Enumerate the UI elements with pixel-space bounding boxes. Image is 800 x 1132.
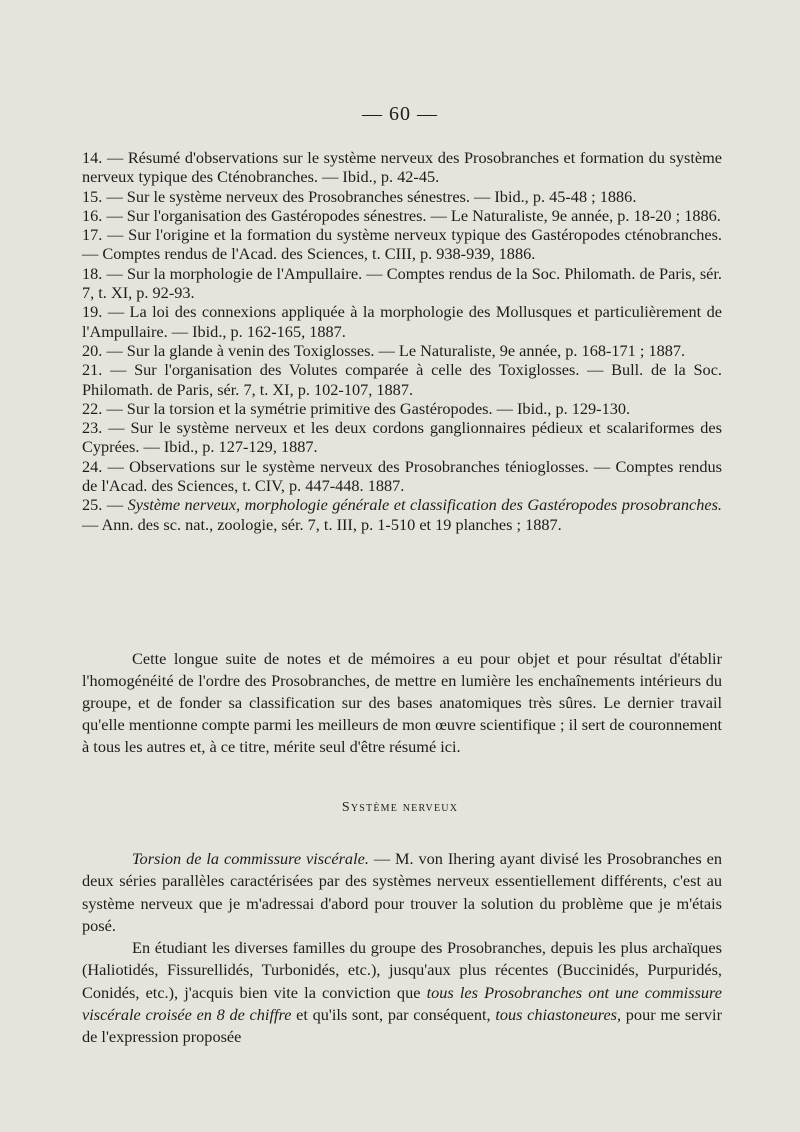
reference-item: 15. — Sur le système nerveux des Prosobranches sénestres. — Ibid., p. 45-48 ; 1886. [82, 186, 637, 206]
reference-item: 24. — Observations sur le système nerveux des Prosobranches ténioglosses. — Comptes rendus de l'Acad. des Sciences, t. CIV, p. 447-448. 1887. [82, 456, 722, 496]
reference-item: 16. — Sur l'organisation des Gastéropodes sénestres. — Le Naturaliste, 9e année, p. 18-20 ; 1886. [82, 205, 721, 225]
reference-item: 23. — Sur le système nerveux et les deux cordons ganglionnaires pédieux et scalariformes des Cyprées. — Ibid., p. 127-129, 1887. [82, 418, 722, 457]
paragraph-title: Torsion de la commissure viscérale. [132, 849, 369, 868]
paragraph: En étudiant les diverses familles du groupe des Prosobranches, depuis les plus archaïques (Haliotidés, Fissurellidés, Turbonidés, etc.), jusqu'aux plus récentes (Buccinidés, Purpuridés, Conidés, etc.), j'acquis bien vite la conviction que tous les Prosobranches ont une commissure viscérale croisée en 8 de chiffre et qu'ils sont, par conséquent, tous chiastoneures, pour me servir de l'expression proposée [82, 938, 722, 1047]
reference-item: 18. — Sur la morphologie de l'Ampullaire. — Comptes rendus de la Soc. Philomath. de Paris, sér. 7, t. XI, p. 92-93. [82, 263, 722, 303]
reference-item: 20. — Sur la glande à venin des Toxiglosses. — Le Naturaliste, 9e année, p. 168-171 ; 1887. [82, 340, 686, 360]
reference-item: 17. — Sur l'origine et la formation du système nerveux typique des Gastéropodes cténobranches. — Comptes rendus de l'Acad. des Sciences, t. CIII, p. 938-939, 1886. [82, 225, 722, 264]
reference-item: 21. — Sur l'organisation des Volutes comparée à celle des Toxiglosses. — Bull. de la Soc. Philomath. de Paris, sér. 7, t. XI, p. 102-107, 1887. [82, 360, 722, 399]
page-number: — 60 — [362, 103, 438, 125]
reference-title: Système nerveux, morphologie générale et classification des Gastéropodes prosobranches. [127, 495, 722, 515]
reference-item: 19. — La loi des connexions appliquée à la morphologie des Mollusques et particulièrement de l'Ampullaire. — Ibid., p. 162-165, 1887. [82, 302, 722, 341]
summary-paragraph: Cette longue suite de notes et de mémoires a eu pour objet et pour résultat d'établir l'homogénéité de l'ordre des Prosobranches, de mettre en lumière les enchaînements intérieurs du groupe, et de fonder sa classification sur des bases anatomiques très sûres. Le dernier travail qu'elle mentionne compte parmi les meilleurs de mon œuvre scientifique ; il sert de couronnement à tous les autres et, à ce titre, mérite seul d'être résumé ici. [82, 649, 722, 756]
paragraph: Torsion de la commissure viscérale. — M. von Ihering ayant divisé les Prosobranches en deux séries parallèles caractérisées par des systèmes nerveux essentiellement différents, c'est au système nerveux que je m'adressai d'abord pour trouver la solution du problème que je m'étais posé. [82, 849, 722, 935]
section-heading: Système nerveux [341, 800, 459, 815]
summary-section [82, 648, 722, 758]
reference-item: 14. — Résumé d'observations sur le système nerveux des Prosobranches et formation du système nerveux typique des Cténobranches. — Ibid., p. 42-45. [82, 148, 722, 187]
main-text [82, 848, 722, 1049]
reference-item: 25. — Système nerveux, morphologie générale et classification des Gastéropodes prosobranches. — Ann. des sc. nat., zoologie, sér. 7, t. III, p. 1-510 et 19 planches ; 1887. [82, 495, 722, 534]
reference-list [82, 148, 722, 534]
reference-item: 22. — Sur la torsion et la symétrie primitive des Gastéropodes. — Ibid., p. 129-130. [82, 398, 631, 418]
